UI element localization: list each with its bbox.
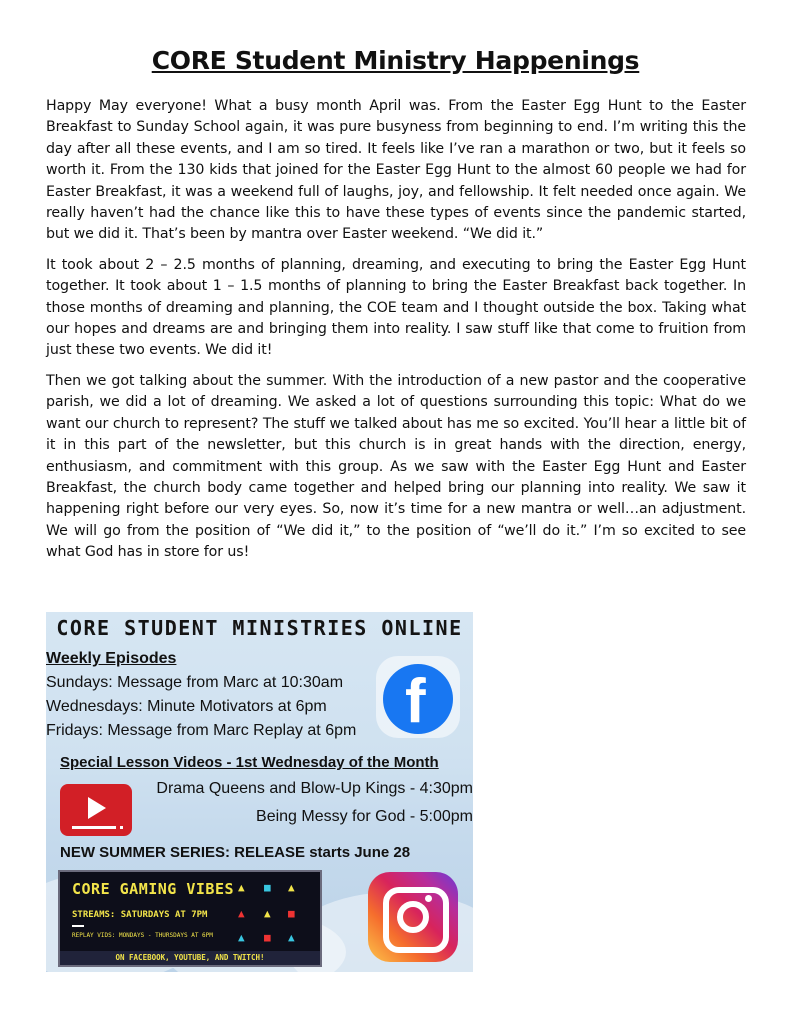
gaming-title: CORE GAMING VIBES <box>72 880 235 898</box>
invader-icon: ▲ <box>288 881 295 894</box>
gaming-replay: REPLAY VIDS: MONDAYS - THURSDAYS AT 6PM <box>72 932 213 939</box>
weekly-episodes-heading: Weekly Episodes <box>46 650 177 667</box>
weekly-item-friday: Fridays: Message from Marc Replay at 6pm <box>46 722 357 739</box>
summer-series-notice: NEW SUMMER SERIES: RELEASE starts June 28 <box>60 844 411 861</box>
gaming-footer: ON FACEBOOK, YOUTUBE, AND TWITCH! <box>60 951 320 965</box>
online-ministries-flyer <box>46 612 473 972</box>
special-item-1: Drama Queens and Blow-Up Kings - 4:30pm <box>156 780 473 797</box>
invader-icon: ▲ <box>238 907 245 920</box>
invader-icon: ■ <box>288 907 295 920</box>
weekly-item-wednesday: Wednesdays: Minute Motivators at 6pm <box>46 698 327 715</box>
gaming-vibes-banner <box>58 870 322 967</box>
invader-icon: ■ <box>264 931 271 944</box>
youtube-icon <box>60 784 132 836</box>
facebook-icon: f <box>383 664 453 734</box>
instagram-icon <box>368 872 458 962</box>
paragraph-2: It took about 2 – 2.5 months of planning, dreaming, and executing to bring the Easter Egg Hunt together. It took about 1 – 1.5 months of planning to bring the Easter Breakfast back together. In those months of dreaming and planning, the COE team and I thought outside the box. Taking what our hopes and dreams are and bringing them into reality. I saw stuff like that come to fruition from just these two events. We did it! <box>46 256 746 359</box>
article-body <box>46 96 746 573</box>
gaming-streams: STREAMS: SATURDAYS AT 7PM <box>72 910 208 920</box>
weekly-item-sunday: Sundays: Message from Marc at 10:30am <box>46 674 344 691</box>
invader-icon: ▲ <box>238 931 245 944</box>
paragraph-1: Happy May everyone! What a busy month April was. From the Easter Egg Hunt to the Easter Breakfast to Sunday School again, it was pure busyness from beginning to end. I’m writing this the day after all these events, and I am so tired. It feels like I’ve ran a marathon or two, but it feels so worth it. From the 130 kids that joined for the Easter Egg Hunt to the almost 60 people we had for Easter Breakfast, it was a weekend full of laughs, joy, and fellowship. It felt needed once again. We really haven’t had the chance like this to have these types of events since the pandemic started, but we did it. That’s been by mantra over Easter weekend. “We did it.” <box>46 98 746 243</box>
divider <box>72 925 84 927</box>
special-lessons-heading: Special Lesson Videos - 1st Wednesday of the Month <box>60 754 439 771</box>
invader-icon: ▲ <box>288 931 295 944</box>
special-item-2: Being Messy for God - 5:00pm <box>256 808 473 825</box>
page-title: CORE Student Ministry Happenings <box>151 46 640 75</box>
invader-icon: ■ <box>264 881 271 894</box>
invader-icon: ▲ <box>264 907 271 920</box>
invader-icon: ▲ <box>238 881 245 894</box>
flyer-title: CORE STUDENT MINISTRIES ONLINE <box>56 616 463 640</box>
paragraph-3: Then we got talking about the summer. With the introduction of a new pastor and the cooperative parish, we did a lot of dreaming. We asked a lot of questions surrounding this topic: What do we want our church to represent? The stuff we talked about has me so excited. You’ll hear a little bit of it in this part of the newsletter, but this church is in great hands with the direction, energy, enthusiasm, and commitment with this group. As we saw with the Easter Egg Hunt and Easter Breakfast, the church body came together and helped bring our planning into reality. We saw it happening right before our very eyes. So, now it’s time for a new mantra or well…an adjustment. We will go from the position of “We did it,” to the position of “we’ll do it.” I’m so excited to see what God has in store for us! <box>46 372 746 561</box>
